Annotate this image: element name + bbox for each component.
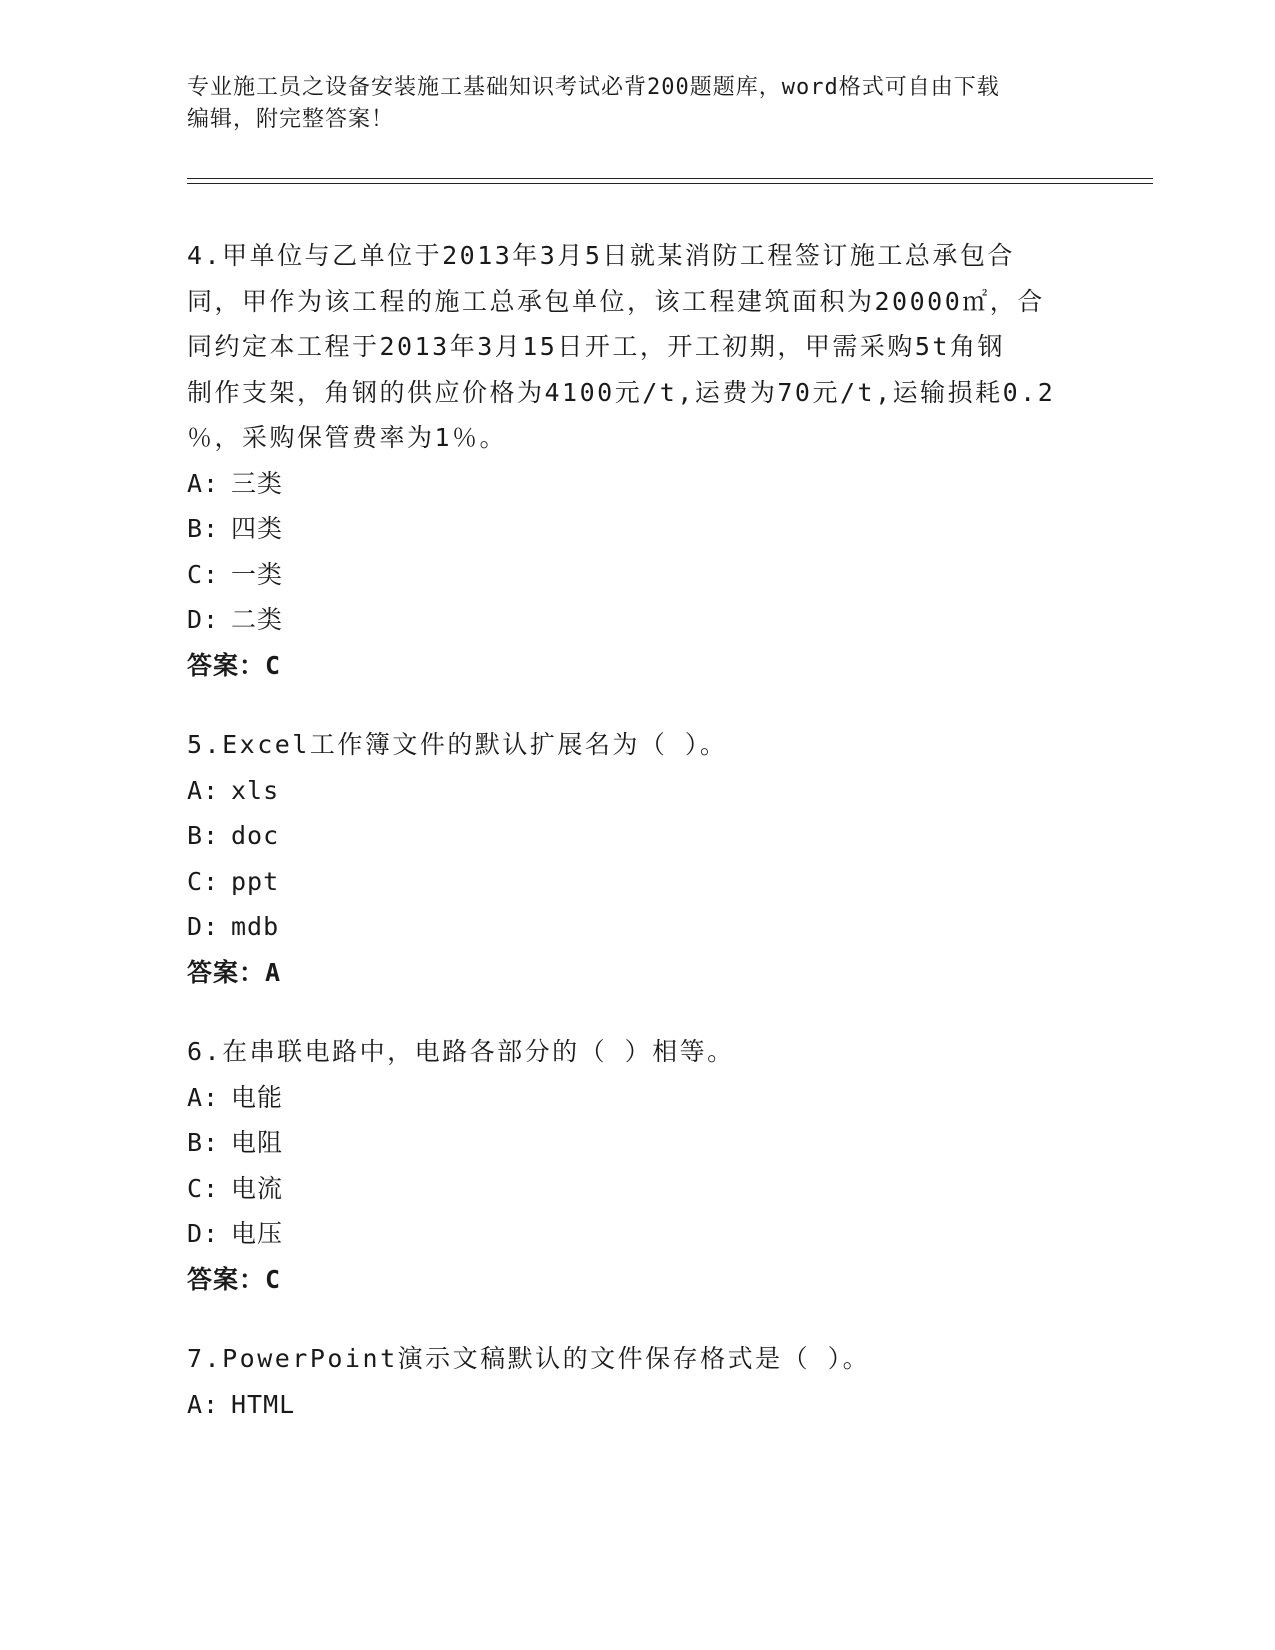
option-text: mdb xyxy=(231,912,280,941)
question-stem xyxy=(187,1336,1087,1382)
answer-key: 答案：C xyxy=(187,650,282,680)
answer-option xyxy=(187,597,1087,643)
question-stem xyxy=(187,1029,1087,1075)
option-text: 电阻 xyxy=(231,1128,284,1157)
option-label: B: xyxy=(187,821,220,850)
option-text: ppt xyxy=(231,866,280,896)
question-stem-line: 7.PowerPoint演示文稿默认的文件保存格式是（ ）。 xyxy=(187,1344,871,1373)
answer-option xyxy=(187,904,1087,950)
option-label: A: xyxy=(187,468,220,498)
answer-option xyxy=(187,813,1087,859)
option-text: HTML xyxy=(231,1389,296,1419)
option-label: A: xyxy=(187,775,220,805)
option-text: xls xyxy=(231,775,280,805)
answer-option xyxy=(187,506,1087,552)
answer-option xyxy=(187,1382,1087,1428)
header-divider-top xyxy=(187,178,1153,179)
question-block xyxy=(187,722,1087,995)
answer-key: 答案：C xyxy=(187,1264,282,1294)
option-label: A: xyxy=(187,1389,220,1419)
header-line: 编辑，附完整答案！ xyxy=(187,107,395,132)
answer-option xyxy=(187,552,1087,598)
option-label: A: xyxy=(187,1082,220,1112)
question-block xyxy=(187,1029,1087,1302)
header-divider-bottom xyxy=(187,183,1153,184)
question-stem-line: 4.甲单位与乙单位于2013年3月5日就某消防工程签订施工总承包合 xyxy=(187,241,1015,270)
answer-option xyxy=(187,1166,1087,1212)
option-label: D: xyxy=(187,1219,220,1248)
option-label: D: xyxy=(187,605,220,634)
option-text: doc xyxy=(231,821,280,850)
question-list xyxy=(187,233,1087,1461)
question-stem xyxy=(187,233,1087,461)
option-text: 二类 xyxy=(231,605,284,634)
option-label: B: xyxy=(187,1128,220,1157)
question-stem-line: ％，采购保管费率为1％。 xyxy=(187,423,508,452)
option-label: C: xyxy=(187,866,220,896)
header-line: 专业施工员之设备安装施工基础知识考试必背200题题库，word格式可自由下载 xyxy=(187,75,1000,100)
answer-option xyxy=(187,768,1087,814)
answer-key: 答案：A xyxy=(187,957,282,987)
question-stem-line: 制作支架，角钢的供应价格为4100元/t,运费为70元/t,运输损耗0.2 xyxy=(187,377,1056,407)
option-label: D: xyxy=(187,912,220,941)
question-stem-line: 同，甲作为该工程的施工总承包单位，该工程建筑面积为20000㎡，合 xyxy=(187,286,1045,316)
question-stem-line: 同约定本工程于2013年3月15日开工，开工初期，甲需采购5t角钢 xyxy=(187,332,1005,361)
answer-option xyxy=(187,1120,1087,1166)
option-text: 电流 xyxy=(231,1173,284,1203)
answer-option xyxy=(187,1075,1087,1121)
answer-option xyxy=(187,1211,1087,1257)
option-text: 电压 xyxy=(231,1219,284,1248)
question-stem xyxy=(187,722,1087,768)
answer-option xyxy=(187,859,1087,905)
option-text: 四类 xyxy=(231,514,284,543)
question-stem-line: 5.Excel工作簿文件的默认扩展名为（ ）。 xyxy=(187,730,728,759)
option-label: C: xyxy=(187,1173,220,1203)
question-stem-line: 6.在串联电路中，电路各部分的（ ）相等。 xyxy=(187,1037,735,1066)
option-text: 电能 xyxy=(231,1082,284,1112)
question-block xyxy=(187,1336,1087,1427)
document-header xyxy=(187,72,1087,136)
question-block xyxy=(187,233,1087,688)
option-label: B: xyxy=(187,514,220,543)
option-label: C: xyxy=(187,559,220,589)
option-text: 三类 xyxy=(231,468,284,498)
answer-option xyxy=(187,461,1087,507)
option-text: 一类 xyxy=(231,559,284,589)
